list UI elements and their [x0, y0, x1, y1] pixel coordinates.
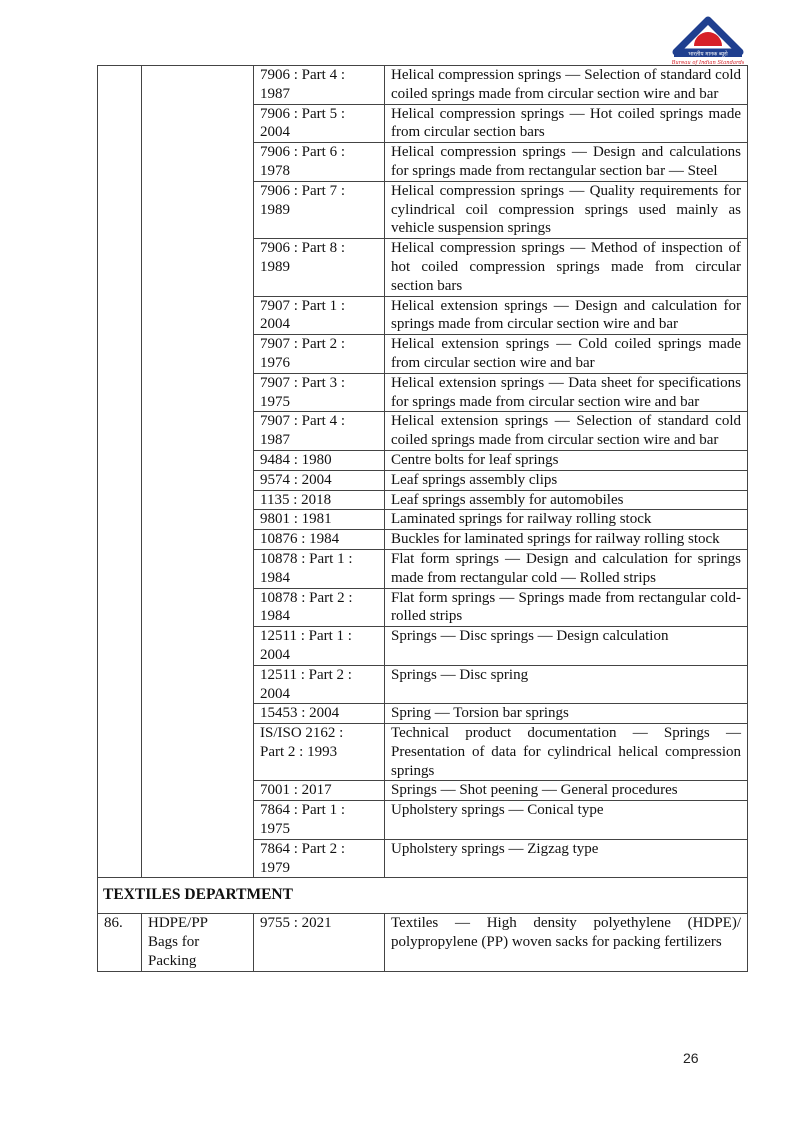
- standard-title-cell: Leaf springs assembly clips: [385, 470, 748, 490]
- serial-cell-empty: [98, 66, 142, 878]
- serial-cell: 86.: [98, 914, 142, 971]
- logo-text-top: भारतीय मानक ब्यूरो: [688, 51, 728, 58]
- standard-title-cell: Buckles for laminated springs for railway rolling stock: [385, 530, 748, 550]
- standard-title-cell: Upholstery springs — Zigzag type: [385, 839, 748, 878]
- product-cell-empty: [142, 66, 254, 878]
- bis-logo: [672, 16, 744, 68]
- standard-title-cell: Helical extension springs — Data sheet for specifications for springs made from circular section wire and bar: [385, 373, 748, 412]
- standard-code-cell: 7864 : Part 1 : 1975: [254, 801, 385, 840]
- standard-title-cell: Helical extension springs — Design and calculation for springs made from circular section wire and bar: [385, 296, 748, 335]
- standard-title-cell: Textiles — High density polyethylene (HDPE)/ polypropylene (PP) woven sacks for packing fertilizers: [385, 914, 748, 971]
- standard-code-cell: 7906 : Part 6 : 1978: [254, 143, 385, 182]
- standard-title-cell: Springs — Disc springs — Design calculation: [385, 627, 748, 666]
- standard-title-cell: Technical product documentation — Springs — Presentation of data for cylindrical helical compression springs: [385, 724, 748, 781]
- standard-title-cell: Helical extension springs — Cold coiled springs made from circular section wire and bar: [385, 335, 748, 374]
- standard-code-cell: 7907 : Part 4 : 1987: [254, 412, 385, 451]
- standard-title-cell: Centre bolts for leaf springs: [385, 450, 748, 470]
- standards-table-body: [98, 66, 748, 972]
- standard-code-cell: 10878 : Part 2 : 1984: [254, 588, 385, 627]
- standard-code-cell: 12511 : Part 1 : 2004: [254, 627, 385, 666]
- standard-title-cell: Upholstery springs — Conical type: [385, 801, 748, 840]
- standard-code-cell: 9755 : 2021: [254, 914, 385, 971]
- standard-code-cell: 9484 : 1980: [254, 450, 385, 470]
- standard-code-cell: 1135 : 2018: [254, 490, 385, 510]
- standard-title-cell: Leaf springs assembly for automobiles: [385, 490, 748, 510]
- standard-code-cell: IS/ISO 2162 : Part 2 : 1993: [254, 724, 385, 781]
- standard-title-cell: Spring — Torsion bar springs: [385, 704, 748, 724]
- standard-title-cell: Helical compression springs — Design and calculations for springs made from rectangular section bar — Steel: [385, 143, 748, 182]
- department-row: [98, 878, 748, 914]
- standard-title-cell: Springs — Shot peening — General procedures: [385, 781, 748, 801]
- standard-title-cell: Springs — Disc spring: [385, 665, 748, 704]
- product-cell: HDPE/PP Bags for Packing: [142, 914, 254, 971]
- standard-title-cell: Helical compression springs — Method of inspection of hot coiled compression springs made from circular section bars: [385, 239, 748, 296]
- standard-code-cell: 7864 : Part 2 : 1979: [254, 839, 385, 878]
- standard-code-cell: 7001 : 2017: [254, 781, 385, 801]
- standard-title-cell: Helical extension springs — Selection of standard cold coiled springs made from circular section wire and bar: [385, 412, 748, 451]
- table-row: [98, 66, 748, 105]
- standard-title-cell: Flat form springs — Design and calculation for springs made from rectangular cold — Rolled strips: [385, 549, 748, 588]
- standard-title-cell: Helical compression springs — Selection of standard cold coiled springs made from circular section wire and bar: [385, 66, 748, 105]
- table-row-entry-86: [98, 914, 748, 971]
- standard-code-cell: 7906 : Part 5 : 2004: [254, 104, 385, 143]
- standard-title-cell: Flat form springs — Springs made from rectangular cold-rolled strips: [385, 588, 748, 627]
- standard-code-cell: 9801 : 1981: [254, 510, 385, 530]
- standard-code-cell: 10878 : Part 1 : 1984: [254, 549, 385, 588]
- logo-text-bottom: Bureau of Indian Standards: [672, 60, 744, 66]
- standard-code-cell: 7907 : Part 1 : 2004: [254, 296, 385, 335]
- standard-code-cell: 7906 : Part 4 : 1987: [254, 66, 385, 105]
- department-heading: TEXTILES DEPARTMENT: [98, 878, 748, 914]
- standard-code-cell: 15453 : 2004: [254, 704, 385, 724]
- standard-code-cell: 7907 : Part 2 : 1976: [254, 335, 385, 374]
- standard-title-cell: Helical compression springs — Hot coiled springs made from circular section bars: [385, 104, 748, 143]
- standard-code-cell: 9574 : 2004: [254, 470, 385, 490]
- standard-title-cell: Laminated springs for railway rolling stock: [385, 510, 748, 530]
- standard-code-cell: 12511 : Part 2 : 2004: [254, 665, 385, 704]
- standard-code-cell: 7906 : Part 8 : 1989: [254, 239, 385, 296]
- standard-code-cell: 7907 : Part 3 : 1975: [254, 373, 385, 412]
- standard-title-cell: Helical compression springs — Quality requirements for cylindrical coil compression springs used mainly as vehicle suspension springs: [385, 181, 748, 238]
- standard-code-cell: 10876 : 1984: [254, 530, 385, 550]
- standards-table: [97, 65, 748, 972]
- page-number: 26: [683, 1050, 699, 1066]
- standard-code-cell: 7906 : Part 7 : 1989: [254, 181, 385, 238]
